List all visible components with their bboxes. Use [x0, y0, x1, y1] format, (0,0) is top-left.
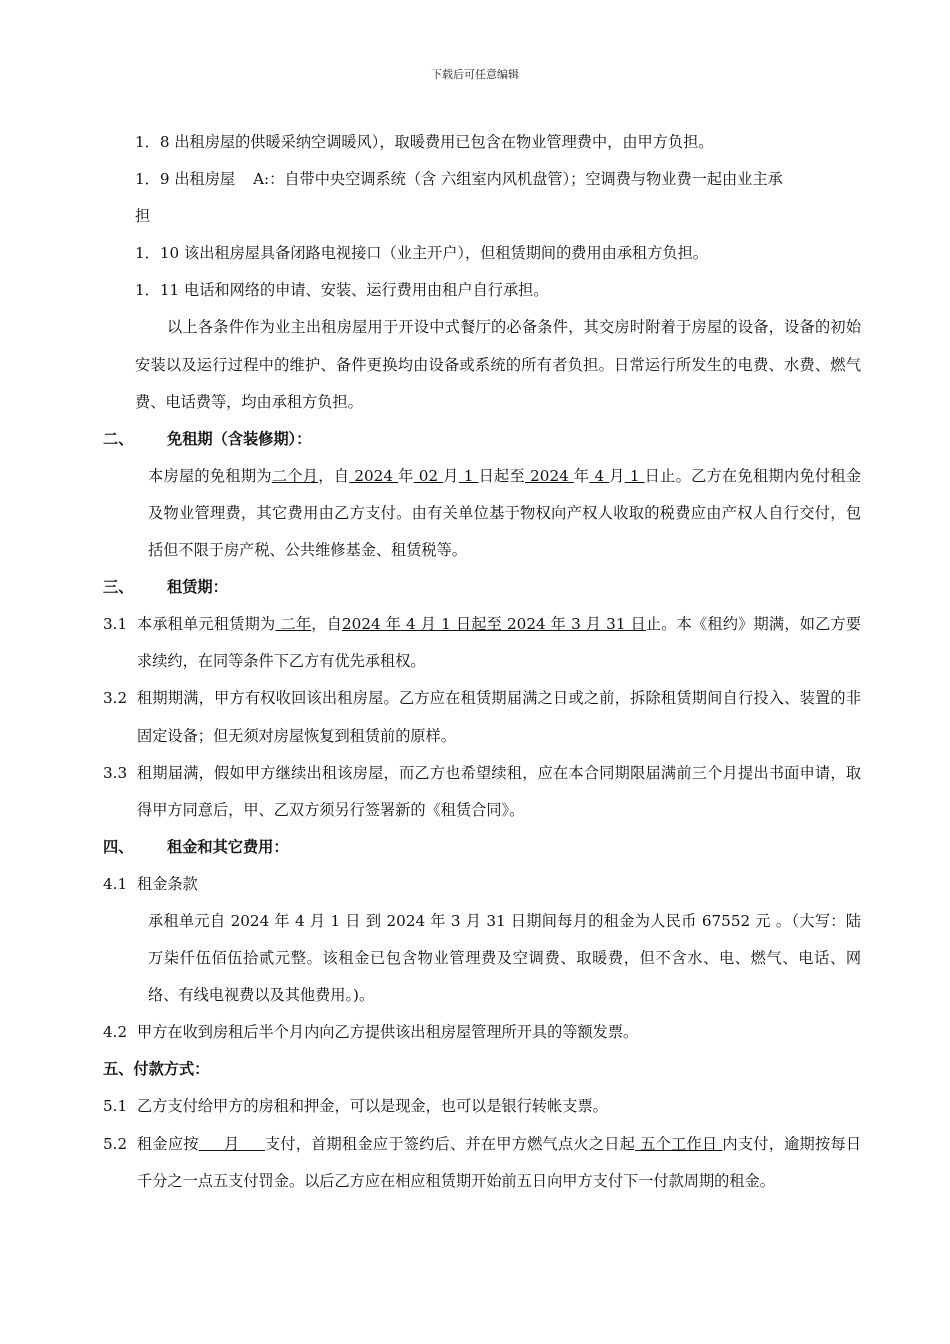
- clause-1-9-label: 1．9 出租房屋: [135, 170, 236, 189]
- section-5-heading: 五、付款方式：: [103, 1060, 210, 1079]
- clause-number: 5.1: [103, 1097, 128, 1116]
- section-4-heading: [103, 829, 861, 866]
- clause-3-1: [103, 606, 861, 680]
- clause-5-1: [103, 1088, 861, 1125]
- rent-free-end-day: 1: [624, 466, 645, 485]
- clause-3-3: [103, 755, 861, 829]
- lease-term: 二年: [275, 615, 312, 634]
- rent-free-text: 月: [609, 466, 625, 485]
- clause-1-9: [103, 161, 861, 198]
- clause-5-2-text: [135, 1126, 861, 1200]
- rent-free-text: ，自: [318, 466, 350, 485]
- clause-number: 3.3: [103, 763, 128, 782]
- conditions-summary: 以上各条件作为业主出租房屋用于开设中式餐厅的必备条件，其交房时附着于房屋的设备，设备的初始安装以及运行过程中的维护、备件更换均由设备或系统的所有者负担。日常运行所发生的电费、水费、燃气费、电话费等，均由承租方负担。: [135, 318, 861, 411]
- clause-1-11: 1．11 电话和网络的申请、安装、运行费用由租户自行承担。: [135, 281, 549, 300]
- clause-5-2: [103, 1126, 861, 1200]
- section-2-heading: [103, 421, 861, 458]
- clause-3-1-text: [135, 606, 861, 680]
- clause-4-2: [103, 1014, 861, 1051]
- clause-1-8: 1．8 出租房屋的供暖采纳空调暖风），取暖费用已包含在物业管理费中，由甲方负担。: [135, 133, 714, 151]
- clause-1-9-cont: 担: [135, 207, 151, 226]
- lease-dates: 2024 年 4 月 1 日起至 2024 年 3 月 31 日: [342, 615, 646, 634]
- page-header: 下载后可任意编辑: [431, 68, 519, 81]
- clause-5-1-text: 乙方支付给甲方的房租和押金，可以是现金，也可以是银行转帐支票。: [137, 1097, 608, 1116]
- section-3-title: 租赁期：: [167, 578, 228, 597]
- clause-number: 3.1: [103, 615, 128, 634]
- clause-text: 止。本《租约》期满，如乙方要求续约，在同等条件下乙方有优先承租权。: [137, 615, 862, 671]
- rent-free-end-year: 2024: [525, 466, 574, 485]
- rent-terms-paragraph: 承租单元自 2024 年 4 月 1 日 到 2024 年 3 月 31 日期间每月的租金为人民币 67552 元 。（大写：陆万柒仟伍佰伍拾贰元整。该租金已包含物业管理费及空调费、取暖费，但不含水、电、燃气、电话、网络、有线电视费以及其他费用。)。: [148, 911, 861, 1005]
- section-3-heading: [103, 569, 861, 606]
- clause-number: 3.2: [103, 689, 128, 708]
- clause-3-3-text: 租期届满，假如甲方继续出租该房屋，而乙方也希望续租，应在本合同期限届满前三个月提出书面申请，取得甲方同意后，甲、乙双方须另行签署新的《租赁合同》。: [137, 763, 861, 819]
- rent-free-text: 年: [573, 466, 590, 485]
- rent-free-start-day: 1: [458, 466, 479, 485]
- rent-free-end-month: 4: [589, 466, 610, 485]
- clause-1-9-text: A:：自带中央空调系统（含 六组室内风机盘管）；空调费与物业费一起由业主承: [253, 170, 783, 189]
- clause-4-1: [103, 866, 861, 903]
- section-3-number: 三、: [103, 578, 134, 597]
- clause-number: 5.2: [103, 1134, 128, 1153]
- clause-3-2-text: 租期期满，甲方有权收回该出租房屋。乙方应在租赁期届满之日或之前，拆除租赁期间自行投入、装置的非固定设备；但无须对房屋恢复到租赁前的原样。: [137, 689, 861, 745]
- rent-free-text: 日起至: [478, 466, 525, 485]
- rent-free-paragraph: [103, 458, 861, 569]
- section-4-number: 四、: [103, 837, 134, 856]
- clause-4-2-text: 甲方在收到房租后半个月内向乙方提供该出租房屋管理所开具的等额发票。: [137, 1023, 639, 1042]
- rent-free-text: 本房屋的免租期为: [148, 466, 272, 485]
- clause-text: 内支付，逾期按每日千分之一点五支付罚金。以后乙方应在相应租赁期开始前五日向甲方支付下一付款周期的租金。: [137, 1134, 862, 1190]
- payment-period: 月: [198, 1134, 265, 1153]
- clause-text: ，自: [311, 615, 342, 634]
- rent-free-duration: 二个月: [271, 466, 319, 485]
- clause-number: 4.1: [103, 874, 128, 893]
- contract-body: [103, 124, 861, 1200]
- clause-number: 4.2: [103, 1023, 128, 1042]
- clause-text: 租金应按: [137, 1134, 199, 1153]
- clause-text: 本承租单元租赁期为: [137, 615, 276, 634]
- rent-free-text: 月: [443, 466, 459, 485]
- clause-text: 支付，首期租金应于签约后、并在甲方燃气点火之日起: [264, 1134, 636, 1153]
- rent-free-text: 日止。乙方在免租期内免付租金及物业管理费，其它费用由乙方支付。由有关单位基于物权向产权人收取的税费应由产权人自行交付，包括但不限于房产税、公共维修基金、租赁税等。: [148, 466, 862, 560]
- section-2-title: 免租期（含装修期）：: [167, 429, 312, 448]
- clause-4-1-title: 租金条款: [137, 874, 198, 893]
- clause-1-10: 1．10 该出租房屋具备闭路电视接口（业主开户），但租赁期间的费用由承租方负担。: [135, 244, 708, 263]
- rent-free-start-year: 2024: [349, 466, 399, 485]
- section-4-title: 租金和其它费用：: [167, 837, 289, 856]
- rent-free-start-month: 02: [413, 466, 444, 485]
- payment-deadline: 五个工作日: [635, 1134, 723, 1153]
- rent-free-text: 年: [398, 466, 414, 485]
- clause-3-2: [103, 680, 861, 754]
- section-2-number: 二、: [103, 429, 134, 448]
